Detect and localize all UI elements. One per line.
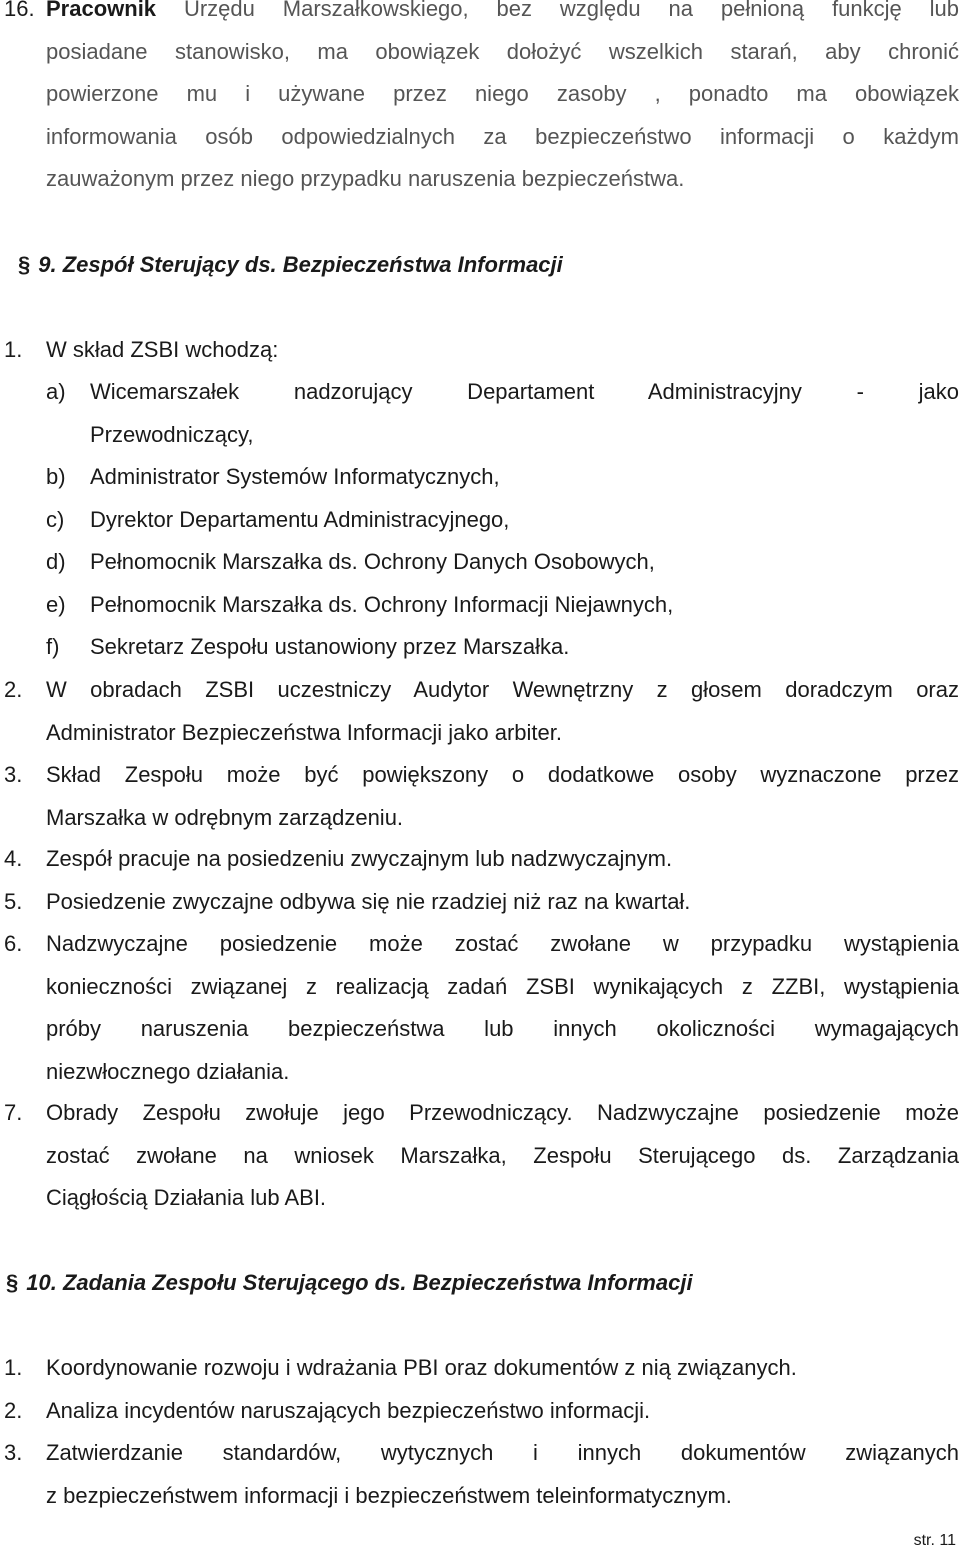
section-heading-9: § 9. Zespół Sterujący ds. Bezpieczeństwa Informacji: [18, 252, 563, 277]
list-item-e: e) Pełnomocnik Marszałka ds. Ochrony Informacji Niejawnych,: [46, 592, 674, 617]
list-item-f: f) Sekretarz Zespołu ustanowiony przez Marszałka.: [46, 634, 570, 659]
item-number: 16.: [4, 0, 35, 21]
list-item-a: a) Wicemarszałek nadzorujący Departament Administracyjny - jako Przewodniczący,: [46, 379, 959, 447]
section-title: 10. Zadania Zespołu Sterującego ds. Bezpieczeństwa Informacji: [26, 1270, 693, 1295]
list-item-c: c) Dyrektor Departamentu Administracyjnego,: [46, 507, 510, 532]
section-title: 9. Zespół Sterujący ds. Bezpieczeństwa Informacji: [38, 252, 563, 277]
section-heading-10: § 10. Zadania Zespołu Sterującego ds. Bezpieczeństwa Informacji: [6, 1270, 693, 1295]
paragraph-10-1: 1. Koordynowanie rozwoju i wdrażania PBI oraz dokumentów z nią związanych.: [4, 1355, 797, 1380]
emphasis-term: Pracownik: [46, 0, 157, 21]
paragraph-9-4: 4. Zespół pracuje na posiedzeniu zwyczajnym lub nadzwyczajnym.: [4, 846, 673, 871]
paragraph-9-3: 3. Skład Zespołu może być powiększony o dodatkowe osoby wyznaczone przez Marszałka w odrębnym zarządzeniu.: [4, 762, 959, 830]
list-item-d: d) Pełnomocnik Marszałka ds. Ochrony Danych Osobowych,: [46, 549, 655, 574]
paragraph-10-2: 2. Analiza incydentów naruszających bezpieczeństwo informacji.: [4, 1398, 651, 1423]
list-item-b: b) Administrator Systemów Informatycznych,: [46, 464, 500, 489]
paragraph-9-7: 7. Obrady Zespołu zwołuje jego Przewodniczący. Nadzwyczajne posiedzenie może zostać zwołane na wniosek Marszałka, Zespołu Sterującego ds. Zarządzania Ciągłością Działania lub ABI.: [4, 1100, 959, 1210]
paragraph-16: [0, 0, 960, 201]
page-number: str. 11: [913, 1532, 956, 1549]
paragraph-9-2: 2. W obradach ZSBI uczestniczy Audytor Wewnętrzny z głosem doradczym oraz Administrator Bezpieczeństwa Informacji jako arbiter.: [4, 677, 959, 745]
paragraph-10-3: 3. Zatwierdzanie standardów, wytycznych i innych dokumentów związanych z bezpieczeństwem informacji i bezpieczeństwem teleinformatycznym.: [4, 1440, 959, 1508]
paragraph-body: Pracownik Urzędu Marszałkowskiego, bez względu na pełnioną funkcję lub posiadane stanowisko, ma obowiązek dołożyć wszelkich starań, aby chronić powierzone mu i używane przez niego zasoby , ponadto ma obowiązek informowania osób odpowiedzialnych za bezpieczeństwo informacji o każdym zauważonym przez niego przypadku naruszenia bezpieczeństwa.: [46, 0, 959, 201]
paragraph-9-6: 6. Nadzwyczajne posiedzenie może zostać zwołane w przypadku wystąpienia konieczności związanej z realizacją zadań ZSBI wynikających z ZZBI, wystąpienia próby naruszenia bezpieczeństwa lub innych okoliczności wymagających niezwłocznego działania.: [4, 931, 959, 1084]
paragraph-9-1: 1. W skład ZSBI wchodzą:: [4, 337, 279, 362]
paragraph-9-5: 5. Posiedzenie zwyczajne odbywa się nie rzadziej niż raz na kwartał.: [4, 889, 691, 914]
